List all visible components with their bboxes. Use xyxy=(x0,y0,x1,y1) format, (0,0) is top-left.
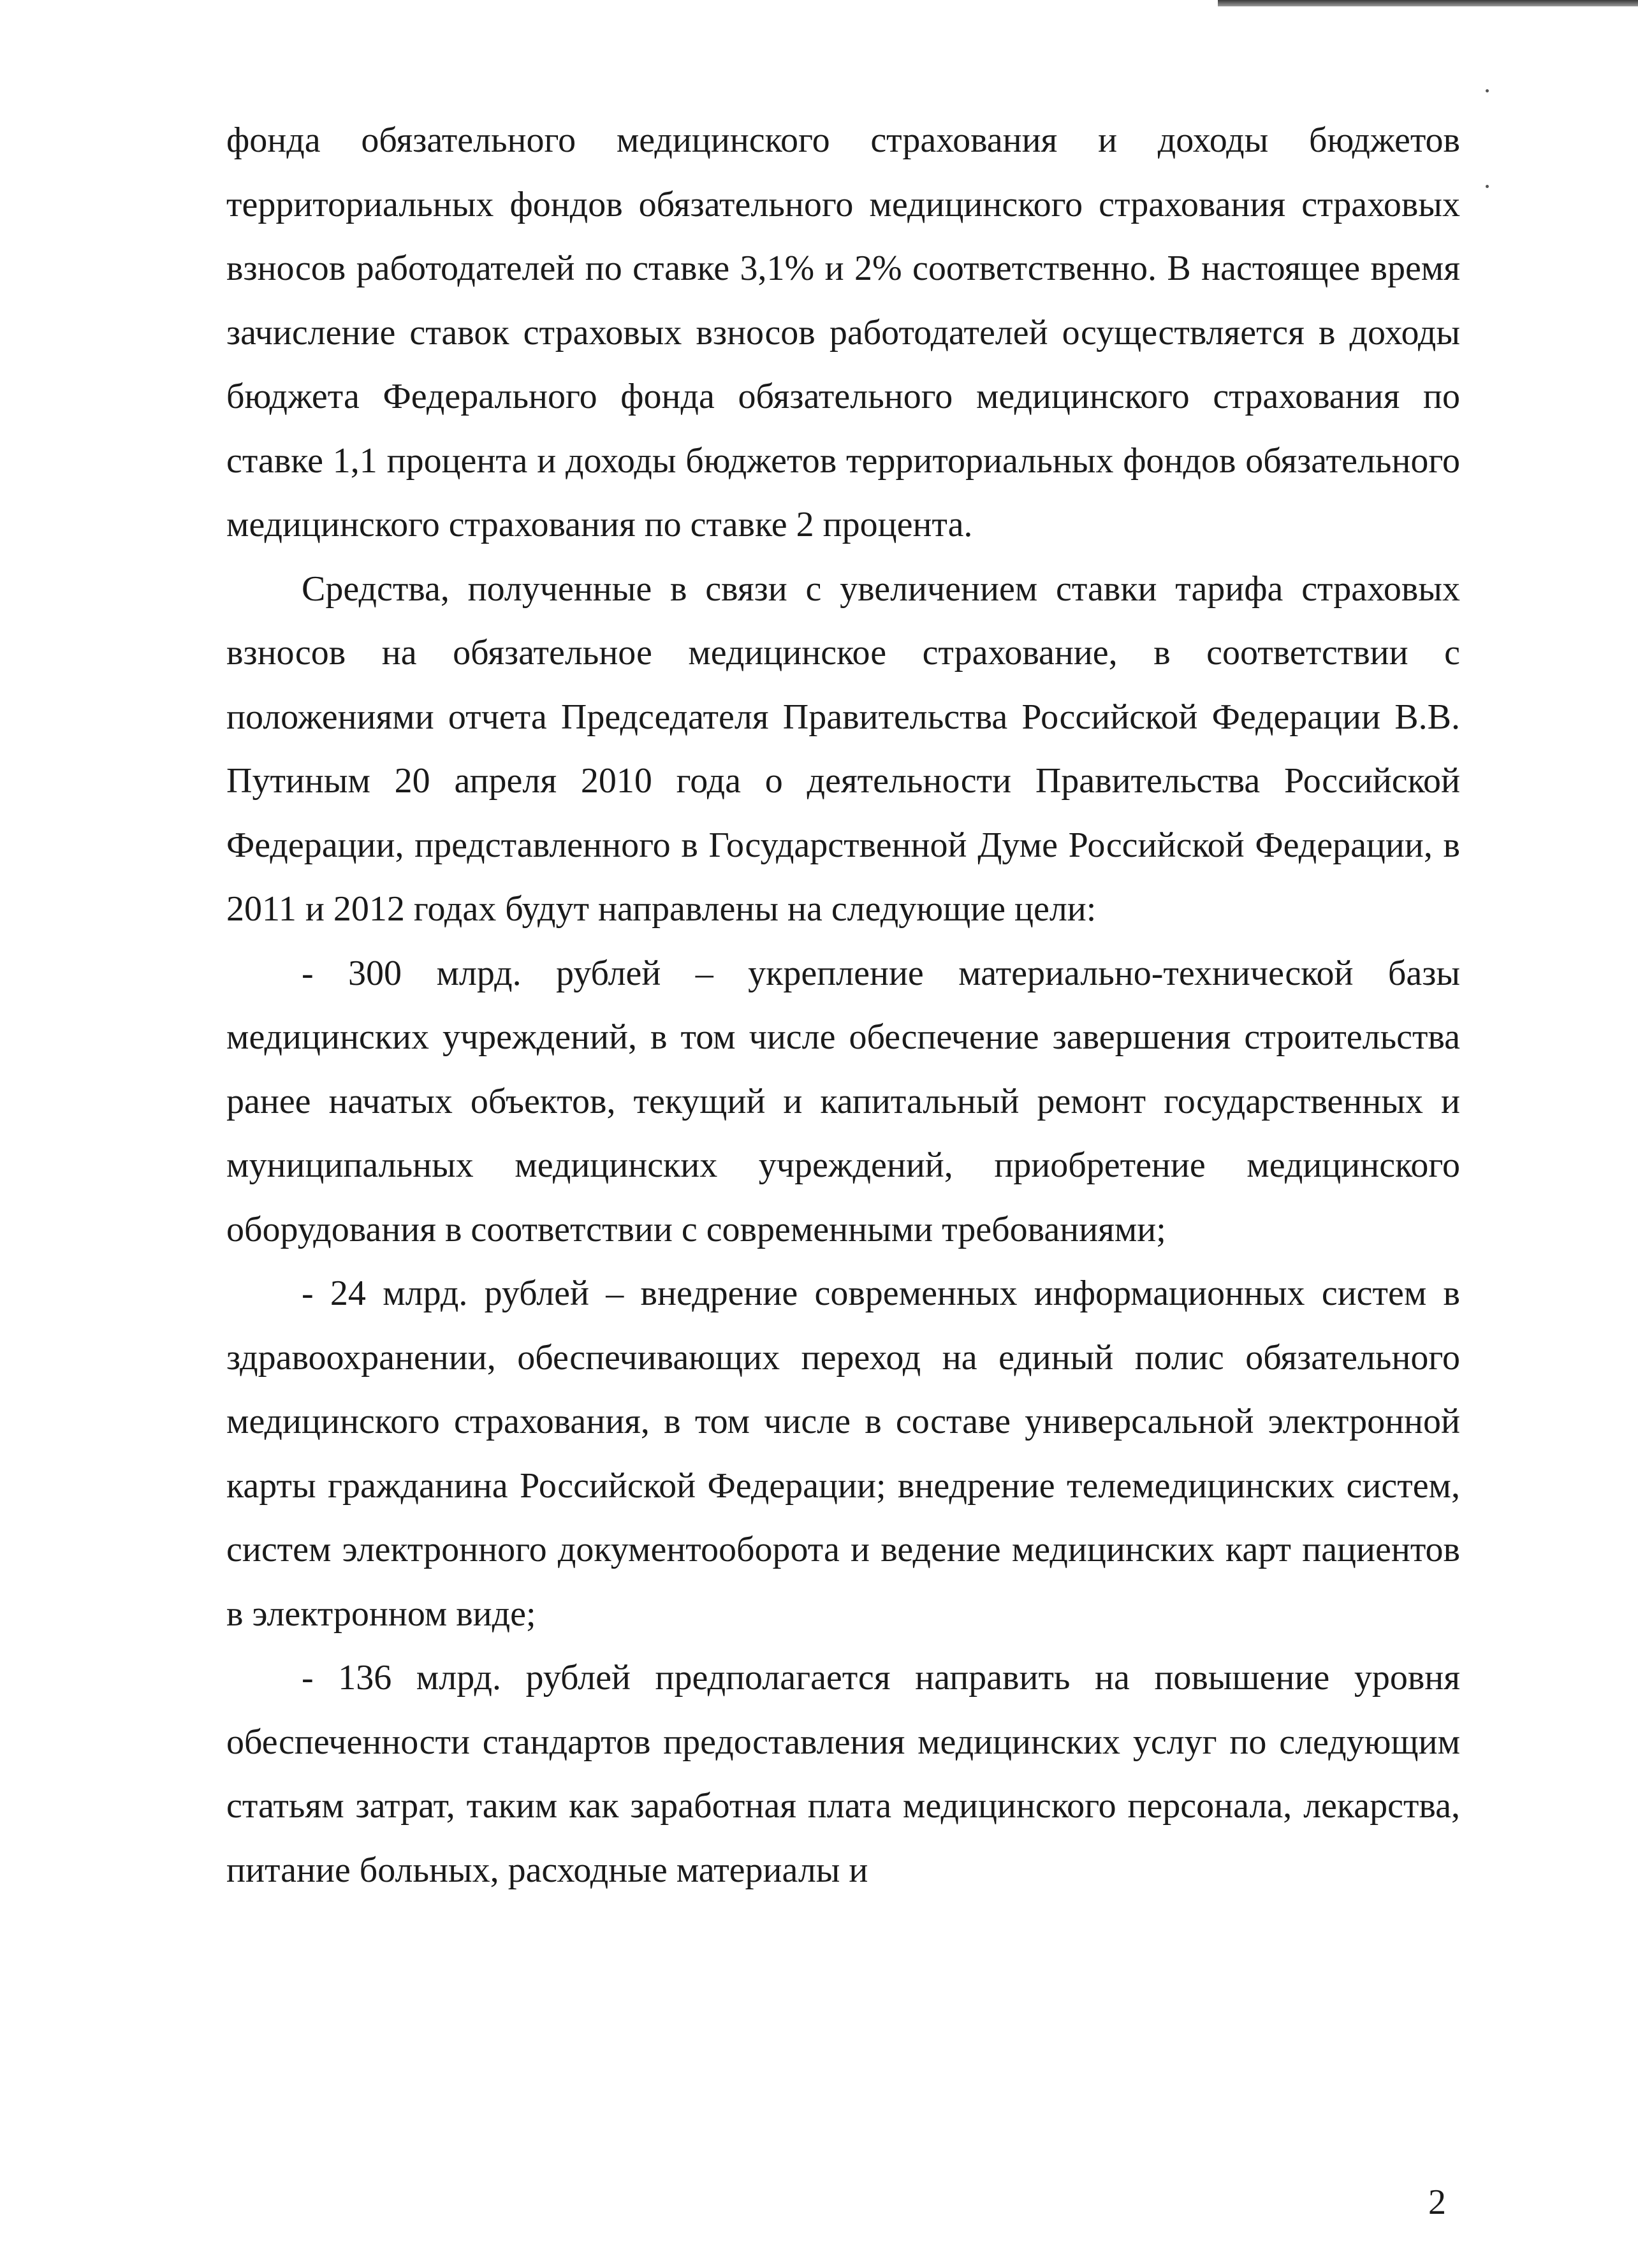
scan-edge-line xyxy=(1218,0,1638,6)
page-number: 2 xyxy=(1428,2183,1446,2222)
document-body xyxy=(226,108,1460,1902)
list-item-24-bln: - 24 млрд. рублей – внедрение современных информационных систем в здравоохранении, обеспечивающих переход на единый полис обязательного медицинского страхования, в том числе в составе универсальной электронной карты гражданина Российской Федерации; внедрение телемедицинских систем, систем электронного документооборота и ведение медицинских карт пациентов в электронном виде; xyxy=(226,1274,1460,1634)
scan-speck xyxy=(1486,89,1489,92)
scan-speck xyxy=(1486,185,1489,188)
list-item-136-bln: - 136 млрд. рублей предполагается направить на повышение уровня обеспеченности стандартов предоставления медицинских услуг по следующим статьям затрат, таким как заработная плата медицинского персонала, лекарства, питание больных, расходные материалы и xyxy=(226,1658,1460,1890)
paragraph-continuation: фонда обязательного медицинского страхования и доходы бюджетов территориальных фондов обязательного медицинского страхования страховых взносов работодателей по ставке 3,1% и 2% соответственно. В настоящее время зачисление ставок страховых взносов работодателей осуществляется в доходы бюджета Федерального фонда обязательного медицинского страхования по ставке 1,1 процента и доходы бюджетов территориальных фондов обязательного медицинского страхования по ставке 2 процента. xyxy=(226,120,1460,544)
paragraph-funds-purpose: Средства, полученные в связи с увеличением ставки тарифа страховых взносов на обязательное медицинское страхование, в соответствии с положениями отчета Председателя Правительства Российской Федерации В.В. Путиным 20 апреля 2010 года о деятельности Правительства Российской Федерации, представленного в Государственной Думе Российской Федерации, в 2011 и 2012 годах будут направлены на следующие цели: xyxy=(226,569,1460,929)
list-item-300-bln: - 300 млрд. рублей – укрепление материально-технической базы медицинских учреждений, в том числе обеспечение завершения строительства ранее начатых объектов, текущий и капитальный ремонт государственных и муниципальных медицинских учреждений, приобретение медицинского оборудования в соответствии с современными требованиями; xyxy=(226,953,1460,1249)
